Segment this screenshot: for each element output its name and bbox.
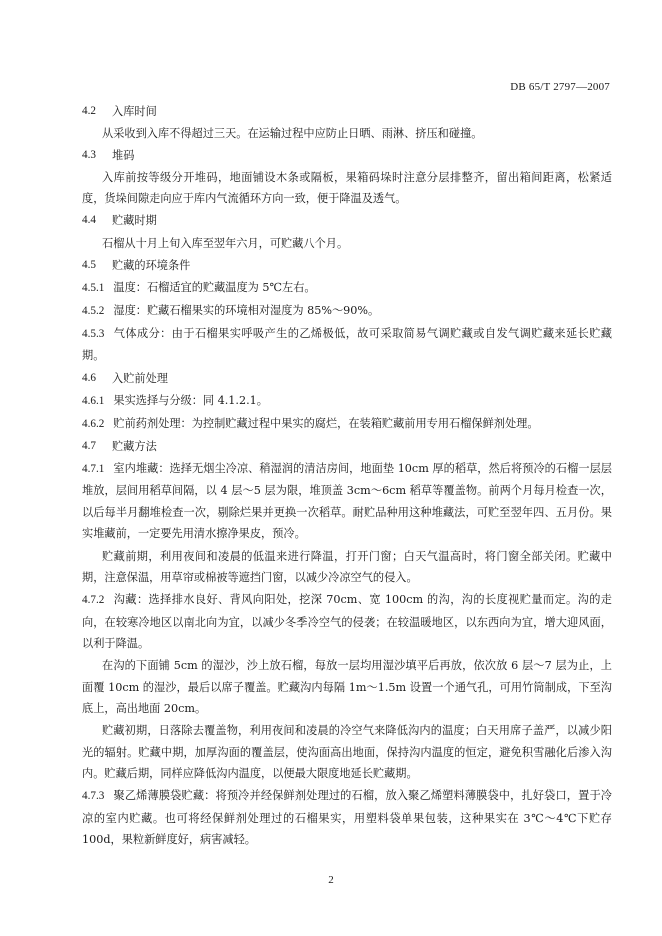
- clause-number: 4.6.1: [82, 394, 105, 407]
- clause-text: 聚乙烯薄膜袋贮藏：将预冷并经保鲜剂处理过的石榴，放入聚乙烯塑料薄膜袋中，扎好袋口，置于冷凉的室内贮藏。也可将经保鲜剂处理过的石榴果实，用塑料袋单果包装，这种果实在 3℃～4℃下贮存 100d，果粒新鲜度好，病害减轻。: [82, 789, 612, 847]
- section-number: 4.5: [82, 258, 96, 271]
- section-heading-4-5: [82, 255, 612, 277]
- clause-number: 4.7.1: [82, 462, 105, 475]
- section-number: 4.7: [82, 439, 96, 452]
- document-code: DB 65/T 2797—2007: [510, 81, 610, 93]
- paragraph: 石榴从十月上旬入库至翌年六月，可贮藏八个月。: [102, 236, 349, 250]
- section-title: 入贮前处理: [112, 371, 168, 385]
- clause-text: 气体成分：由于石榴果实呼吸产生的乙烯极低，故可采取简易气调贮藏或自发气调贮藏来延长贮藏期。: [82, 326, 612, 363]
- clause-4-6-2: [82, 413, 612, 436]
- page-number: 2: [328, 874, 334, 886]
- clause-4-5-3: [82, 323, 612, 367]
- clause-4-5-2: [82, 300, 612, 323]
- section-title: 贮藏方法: [112, 439, 157, 453]
- paragraph: 贮藏前期，利用夜间和凌晨的低温来进行降温，打开门窗；白天气温高时，将门窗全部关闭。贮藏中期，注意保温，用草帘或棉被等遮挡门窗，以减少冷凉空气的侵入。: [82, 549, 612, 584]
- section-title: 堆码: [112, 148, 135, 162]
- clause-number: 4.7.2: [82, 594, 105, 607]
- clause-text: 贮前药剂处理：为控制贮藏过程中果实的腐烂，在装箱贮藏前用专用石榴保鲜剂处理。: [113, 416, 539, 430]
- clause-text: 室内堆藏：选择无烟尘冷凉、稍湿润的清洁房间，地面垫 10cm 厚的稻草，然后将预冷的石榴一层层堆放，层间用稻草间隔，以 4 层～5 层为限，堆顶盖 3cm～6cm 稻草等覆盖物。前两个月每月检查一次，以后每半月翻堆检查一次，剔除烂果并更换一次稻草。耐贮品种用这种堆藏法，可贮至翌年四、五月份。果实堆藏前，一定要先用清水擦净果皮，预冷。: [82, 461, 612, 541]
- clause-number: 4.5.3: [82, 327, 105, 340]
- section-number: 4.2: [82, 104, 96, 117]
- paragraph: 在沟的下面铺 5cm 的湿沙，沙上放石榴，每放一层均用湿沙填平后再放，依次放 6 层～7 层为止，上面覆 10cm 的湿沙，最后以席子覆盖。贮藏沟内每隔 1m～1.5m 设置一个通气孔，可用竹筒制成，下至沟底上，高出地面 20cm。: [82, 659, 612, 716]
- clause-text: 温度：石榴适宜的贮藏温度为 5℃左右。: [113, 280, 316, 294]
- section-number: 4.4: [82, 214, 96, 227]
- clause-number: 4.7.3: [82, 790, 105, 803]
- clause-number: 4.6.2: [82, 417, 105, 430]
- clause-4-7-1: [82, 458, 612, 545]
- section-title: 贮藏时期: [112, 214, 157, 228]
- paragraph: 贮藏初期，日落除去覆盖物，利用夜间和凌晨的冷空气来降低沟内的温度；白天用席子盖严，以减少阳光的辐射。贮藏中期，加厚沟面的覆盖层，使沟面高出地面，保持沟内温度的恒定，避免积雪融化后渗入沟内。贮藏后期，同样应降低沟内温度，以便最大限度地延长贮藏期。: [82, 724, 612, 781]
- section-title: 贮藏的环境条件: [112, 258, 191, 272]
- clause-number: 4.5.2: [82, 304, 105, 317]
- clause-4-7-2: [82, 589, 612, 655]
- paragraph: 从采收到入库不得超过三天。在运输过程中应防止日晒、雨淋、挤压和碰撞。: [102, 126, 483, 140]
- section-number: 4.6: [82, 371, 96, 384]
- clause-text: 果实选择与分级：同 4.1.2.1。: [113, 393, 268, 407]
- clause-number: 4.5.1: [82, 281, 105, 294]
- section-heading-4-3: [82, 145, 612, 167]
- paragraph: 入库前按等级分开堆码，地面铺设木条或隔板，果箱码垛时注意分层排整齐，留出箱间距离，松紧适度，货垛间隙走向应于库内气流循环方向一致，便于降温及透气。: [82, 170, 612, 206]
- section-heading-4-2: [82, 101, 612, 123]
- clause-4-7-3: [82, 785, 612, 851]
- clause-text: 沟藏：选择排水良好、背风向阳处，挖深 70cm、宽 100cm 的沟，沟的长度视贮量而定。沟的走向，在较寒冷地区以南北向为宜，以减少冬季冷空气的侵袭；在较温暖地区，以东西向为宜，增大迎风面，以利于降温。: [82, 593, 612, 651]
- section-heading-4-4: [82, 210, 612, 232]
- section-heading-4-7: [82, 436, 612, 458]
- clause-4-6-1: [82, 390, 612, 413]
- clause-text: 湿度：贮藏石榴果实的环境相对湿度为 85%～90%。: [113, 303, 380, 317]
- document-body: [82, 100, 612, 851]
- section-number: 4.3: [82, 148, 96, 161]
- section-heading-4-6: [82, 368, 612, 390]
- clause-4-5-1: [82, 277, 612, 300]
- section-title: 入库时间: [112, 104, 157, 118]
